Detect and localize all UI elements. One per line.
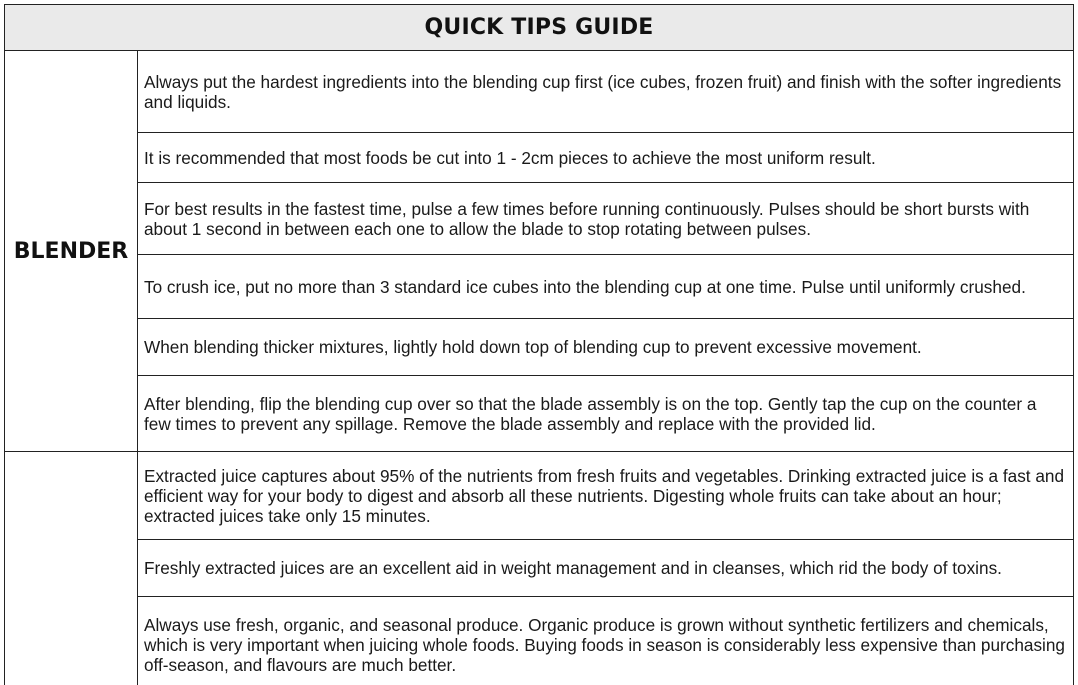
tip-row bbox=[138, 319, 1073, 376]
section-label-cell bbox=[5, 51, 138, 451]
tip-text: To crush ice, put no more than 3 standard ice cubes into the blending cup at one time. Pulse until uniformly crushed. bbox=[144, 276, 1026, 297]
tip-text: Always use fresh, organic, and seasonal produce. Organic produce is grown without synthetic fertilizers and chemicals, which is very important when juicing whole foods. Buying foods in season is considerably less expensive than purchasing off-season, and flavours are much better. bbox=[144, 615, 1065, 675]
tip-row bbox=[138, 376, 1073, 451]
tip-row bbox=[138, 255, 1073, 319]
tip-text: It is recommended that most foods be cut into 1 - 2cm pieces to achieve the most uniform result. bbox=[144, 147, 876, 168]
section-blender bbox=[5, 51, 1073, 452]
guide-header bbox=[5, 5, 1073, 51]
tip-text: Freshly extracted juices are an excellent aid in weight management and in cleanses, which rid the body of toxins. bbox=[144, 558, 1002, 578]
tip-text: When blending thicker mixtures, lightly hold down top of blending cup to prevent excessive movement. bbox=[144, 337, 922, 357]
tip-text: Always put the hardest ingredients into the blending cup first (ice cubes, frozen fruit) and finish with the softer ingredients and liquids. bbox=[144, 71, 1062, 112]
tip-row bbox=[138, 540, 1073, 597]
section-label-blender: BLENDER bbox=[13, 238, 129, 264]
tip-row bbox=[138, 597, 1073, 685]
tip-row bbox=[138, 452, 1073, 540]
tips-list bbox=[138, 51, 1073, 451]
section-juicing bbox=[5, 452, 1073, 685]
tip-row bbox=[138, 133, 1073, 183]
tip-row bbox=[138, 51, 1073, 133]
tips-list bbox=[138, 452, 1073, 685]
tip-text: After blending, flip the blending cup over so that the blade assembly is on the top. Gently tap the cup on the counter a few times to prevent any spillage. Remove the blade assembly and replace with the provided lid. bbox=[144, 393, 1037, 434]
tip-text: Extracted juice captures about 95% of the nutrients from fresh fruits and vegetables. Drinking extracted juice is a fast and efficient way for your body to digest and absorb all these nutrients. Digesting whole fruits can take about an hour; extracted juices take only 15 minutes. bbox=[144, 465, 1065, 526]
section-label-cell bbox=[5, 452, 138, 685]
quick-tips-guide bbox=[4, 4, 1074, 685]
tip-text: For best results in the fastest time, pulse a few times before running continuously. Pulses should be short bursts with about 1 second in between each one to allow the blade to stop rotating between pulses. bbox=[144, 198, 1030, 239]
guide-title: QUICK TIPS GUIDE bbox=[424, 15, 654, 40]
tip-row bbox=[138, 183, 1073, 255]
